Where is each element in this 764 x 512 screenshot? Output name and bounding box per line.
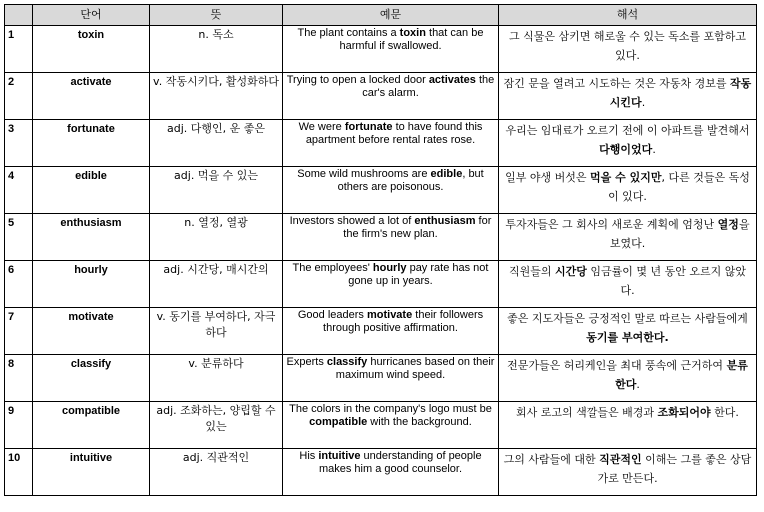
translation-text: . xyxy=(641,96,646,109)
translation-text: 우리는 임대료가 오르기 전에 이 아파트를 발견해서 xyxy=(505,124,750,137)
korean-translation xyxy=(499,120,757,167)
sentence-text: their followers through positive affirmation. xyxy=(323,309,484,334)
table-row xyxy=(5,402,757,449)
row-number: 10 xyxy=(5,449,33,496)
row-number: 4 xyxy=(5,167,33,214)
word-meaning: v. 분류하다 xyxy=(150,355,283,402)
highlighted-word: hourly xyxy=(372,262,407,274)
highlighted-word: enthusiasm xyxy=(414,215,476,227)
vocab-word: edible xyxy=(33,167,150,214)
vocab-word: enthusiasm xyxy=(33,214,150,261)
header-word: 단어 xyxy=(33,5,150,26)
table-row xyxy=(5,355,757,402)
row-number: 8 xyxy=(5,355,33,402)
example-sentence xyxy=(283,402,499,449)
row-number: 6 xyxy=(5,261,33,308)
table-row xyxy=(5,120,757,167)
table-row xyxy=(5,308,757,355)
translation-text: 임금률이 몇 년 동안 오르지 않았다. xyxy=(586,265,747,297)
example-sentence xyxy=(283,120,499,167)
row-number: 5 xyxy=(5,214,33,261)
translation-text: 일부 야생 버섯은 xyxy=(505,171,591,184)
sentence-text: The employees' xyxy=(292,262,373,274)
sentence-text: His xyxy=(299,450,319,462)
sentence-text: with the background. xyxy=(367,416,472,428)
korean-translation xyxy=(499,167,757,214)
table-row xyxy=(5,449,757,496)
example-sentence xyxy=(283,26,499,73)
vocab-word: fortunate xyxy=(33,120,150,167)
vocab-word: toxin xyxy=(33,26,150,73)
example-sentence xyxy=(283,214,499,261)
sentence-text: Investors showed a lot of xyxy=(289,215,415,227)
translation-text: 회사 로고의 색깔들은 배경과 xyxy=(516,406,658,419)
example-sentence xyxy=(283,449,499,496)
sentence-text: that can be harmful if swallowed. xyxy=(339,27,484,52)
highlighted-word: compatible xyxy=(309,416,368,428)
word-meaning: adj. 먹을 수 있는 xyxy=(150,167,283,214)
highlighted-translation: 먹을 수 있지만 xyxy=(590,171,662,184)
word-meaning: v. 동기를 부여하다, 자극하다 xyxy=(150,308,283,355)
table-row xyxy=(5,214,757,261)
header-row xyxy=(5,5,757,26)
highlighted-translation: 동기를 부여한다. xyxy=(586,331,669,344)
example-sentence xyxy=(283,261,499,308)
vocab-word: hourly xyxy=(33,261,150,308)
sentence-text: the car's alarm. xyxy=(362,74,495,99)
highlighted-translation: 시간당 xyxy=(555,265,587,278)
translation-text: 투자자들은 그 회사의 새로운 계획에 엄청난 xyxy=(505,218,718,231)
korean-translation xyxy=(499,355,757,402)
word-meaning: adj. 조화하는, 양립할 수 있는 xyxy=(150,402,283,449)
table-row xyxy=(5,167,757,214)
translation-text: 그의 사람들에 대한 xyxy=(503,453,600,466)
sentence-text: for the firm's new plan. xyxy=(343,215,492,240)
translation-text: . xyxy=(636,378,640,391)
highlighted-word: toxin xyxy=(399,27,426,39)
translation-text: . xyxy=(652,143,656,156)
translation-text: 전문가들은 허리케인을 최대 풍속에 근거하여 xyxy=(507,359,727,372)
vocab-word: motivate xyxy=(33,308,150,355)
word-meaning: adj. 직관적인 xyxy=(150,449,283,496)
example-sentence xyxy=(283,167,499,214)
word-meaning: adj. 시간당, 매시간의 xyxy=(150,261,283,308)
highlighted-word: intuitive xyxy=(318,450,361,462)
korean-translation xyxy=(499,214,757,261)
header-translation: 해석 xyxy=(499,5,757,26)
row-number: 9 xyxy=(5,402,33,449)
sentence-text: The plant contains a xyxy=(297,27,400,39)
highlighted-translation: 열정 xyxy=(717,218,739,231)
sentence-text: Trying to open a locked door xyxy=(286,74,429,86)
korean-translation xyxy=(499,308,757,355)
header-meaning: 뜻 xyxy=(150,5,283,26)
highlighted-translation: 분류한다 xyxy=(615,359,748,391)
highlighted-translation: 직관적인 xyxy=(599,453,642,466)
row-number: 1 xyxy=(5,26,33,73)
word-meaning: adj. 다행인, 운 좋은 xyxy=(150,120,283,167)
sentence-text: , but others are poisonous. xyxy=(337,168,484,193)
header-number xyxy=(5,5,33,26)
korean-translation xyxy=(499,26,757,73)
korean-translation xyxy=(499,261,757,308)
highlighted-word: classify xyxy=(326,356,368,368)
word-meaning: n. 독소 xyxy=(150,26,283,73)
translation-text: 이해는 그를 좋은 상담가로 만든다. xyxy=(597,453,752,485)
sentence-text: Good leaders xyxy=(297,309,367,321)
highlighted-translation: 다행이었다 xyxy=(599,143,653,156)
sentence-text: understanding of people makes him a good counselor. xyxy=(318,450,482,475)
korean-translation xyxy=(499,73,757,120)
table-row xyxy=(5,26,757,73)
sentence-text: Some wild mushrooms are xyxy=(297,168,431,180)
translation-text: 잠긴 문을 열려고 시도하는 것은 자동차 경보를 xyxy=(503,77,731,90)
example-sentence xyxy=(283,355,499,402)
example-sentence xyxy=(283,308,499,355)
highlighted-word: motivate xyxy=(366,309,413,321)
word-meaning: n. 열정, 열광 xyxy=(150,214,283,261)
vocab-word: classify xyxy=(33,355,150,402)
sentence-text: to have found this apartment before rental rates rose. xyxy=(305,121,483,146)
vocabulary-rows xyxy=(5,26,757,496)
sentence-text: The colors in the company's logo must be xyxy=(289,403,492,415)
translation-text: 을 보였다. xyxy=(609,218,750,250)
vocabulary-table xyxy=(4,4,757,496)
translation-text: 직원들의 xyxy=(508,265,555,278)
table-row xyxy=(5,73,757,120)
korean-translation xyxy=(499,402,757,449)
header-example: 예문 xyxy=(283,5,499,26)
sentence-text: hurricanes based on their maximum wind speed. xyxy=(335,356,495,381)
example-sentence xyxy=(283,73,499,120)
highlighted-word: fortunate xyxy=(344,121,393,133)
vocab-word: activate xyxy=(33,73,150,120)
highlighted-translation: 작동시킨다 xyxy=(609,77,752,109)
vocab-word: compatible xyxy=(33,402,150,449)
translation-text: 좋은 지도자들은 긍정적인 말로 따르는 사람들에게 xyxy=(507,312,748,325)
highlighted-word: activates xyxy=(428,74,476,86)
translation-text: 한다. xyxy=(710,406,739,419)
translation-text: , 다른 것들은 독성이 있다. xyxy=(608,171,750,203)
table-row xyxy=(5,261,757,308)
highlighted-translation: 조화되어야 xyxy=(657,406,711,419)
translation-text: 그 식물은 삼키면 해로울 수 있는 독소를 포함하고 있다. xyxy=(509,30,746,62)
row-number: 7 xyxy=(5,308,33,355)
highlighted-word: edible xyxy=(430,168,463,180)
sentence-text: pay rate has not gone up in years. xyxy=(348,262,489,287)
vocab-word: intuitive xyxy=(33,449,150,496)
row-number: 3 xyxy=(5,120,33,167)
row-number: 2 xyxy=(5,73,33,120)
sentence-text: Experts xyxy=(286,356,327,368)
korean-translation xyxy=(499,449,757,496)
word-meaning: v. 작동시키다, 활성화하다 xyxy=(150,73,283,120)
sentence-text: We were xyxy=(298,121,345,133)
